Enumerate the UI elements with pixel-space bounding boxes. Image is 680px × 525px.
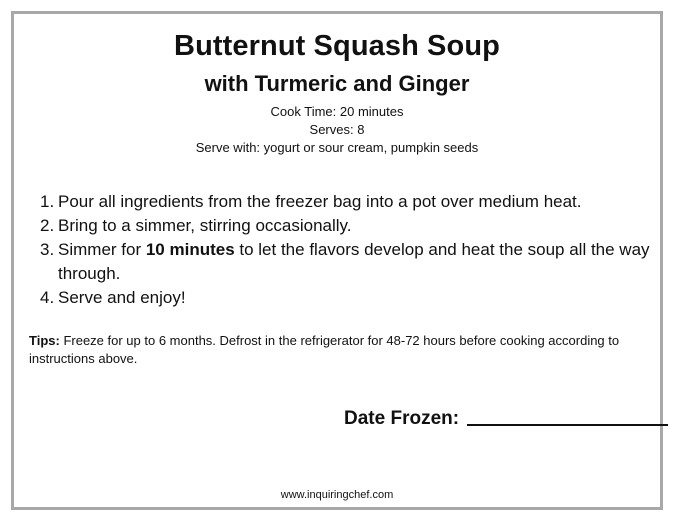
- instruction-step: [36, 238, 651, 286]
- recipe-subtitle: with Turmeric and Ginger: [204, 71, 470, 96]
- recipe-card: [11, 11, 663, 510]
- tips-text: Freeze for up to 6 months. Defrost in the refrigerator for 48-72 hours before cooking according to instructions above.: [29, 333, 620, 366]
- step-emphasis: 10 minutes: [145, 240, 235, 259]
- step-text: [58, 240, 650, 283]
- step-text: [58, 288, 186, 307]
- instruction-step: [36, 286, 651, 310]
- tips: [29, 332, 639, 368]
- step-text-part: Pour all ingredients from the freezer bag into a pot over medium heat.: [58, 192, 582, 211]
- cook-time: Cook Time: 20 minutes: [270, 104, 404, 119]
- recipe-title: Butternut Squash Soup: [174, 30, 500, 62]
- date-frozen: [344, 408, 668, 430]
- instructions-list: [36, 190, 651, 310]
- step-text: [58, 216, 352, 235]
- instruction-step: [36, 190, 651, 214]
- step-number: 1.: [40, 192, 55, 211]
- serve-with: Serve with: yogurt or sour cream, pumpkin seeds: [195, 140, 479, 155]
- step-text: [58, 192, 582, 211]
- step-text-part: Bring to a simmer, stirring occasionally.: [58, 216, 352, 235]
- step-text-part: to let the flavors develop and heat the soup all the way through.: [58, 240, 650, 283]
- footer-url: www.inquiringchef.com: [280, 489, 394, 501]
- tips-label: Tips:: [29, 333, 60, 348]
- instruction-step: [36, 214, 651, 238]
- date-frozen-blank: [467, 424, 668, 426]
- date-frozen-label: Date Frozen:: [344, 408, 460, 429]
- step-number: 2.: [40, 216, 55, 235]
- serves: Serves: 8: [309, 122, 365, 137]
- step-number: 4.: [40, 288, 55, 307]
- step-text-part: Simmer for: [58, 240, 146, 259]
- step-text-part: Serve and enjoy!: [58, 288, 186, 307]
- step-number: 3.: [40, 240, 55, 259]
